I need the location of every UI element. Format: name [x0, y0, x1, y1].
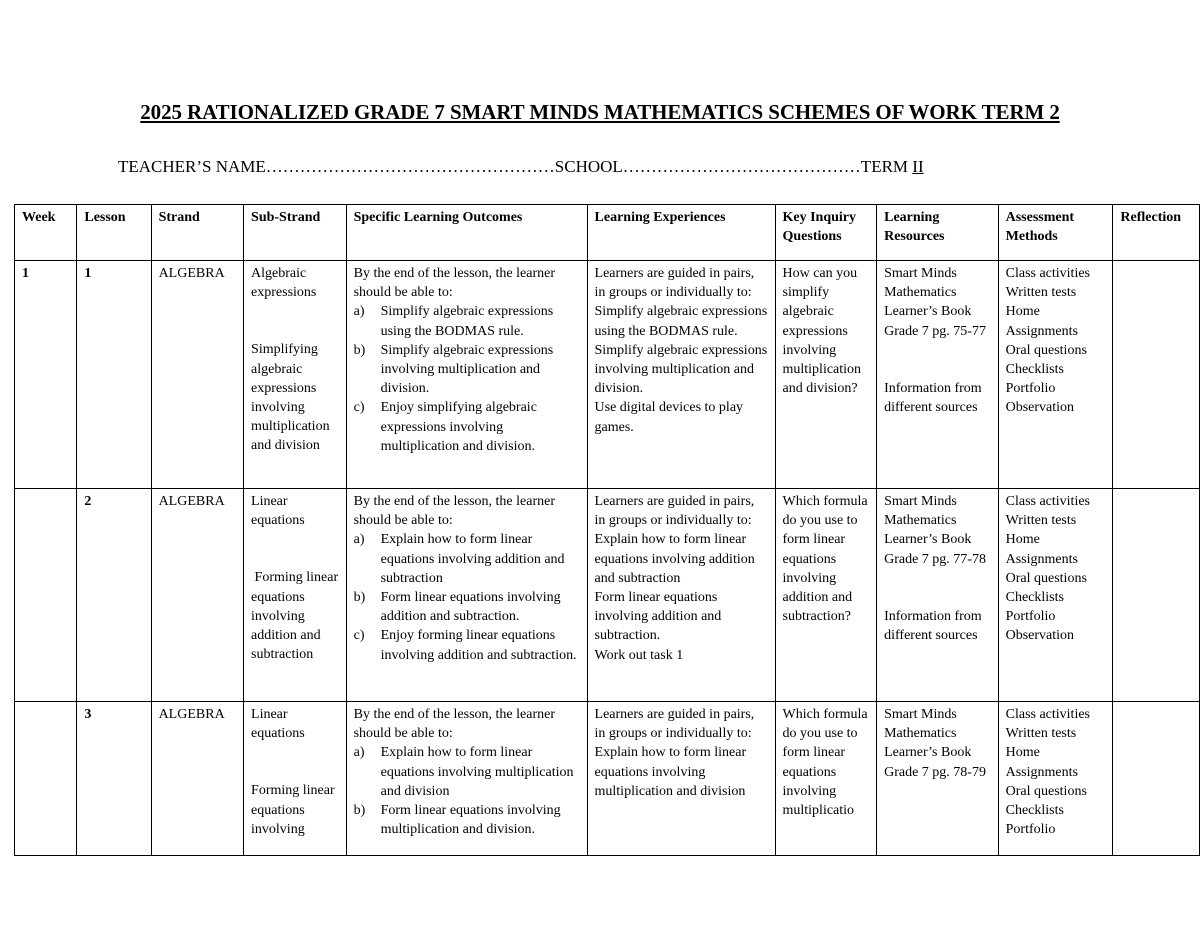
key-question-cell: How can you simplify algebraic expressions involving multiplication and division?: [775, 261, 877, 489]
header-lesson: Lesson: [77, 205, 151, 261]
resource-book: Smart Minds Mathematics Learner’s Book Grade 7 pg. 77-78: [884, 494, 986, 567]
reflection-cell: [1113, 489, 1200, 702]
reflection-cell: [1113, 702, 1200, 856]
table-row: [15, 261, 1200, 489]
sub-strand-topic: Forming linear equations involving addition and subtraction: [251, 570, 342, 663]
header-key-inquiry-questions: Key Inquiry Questions: [775, 205, 877, 261]
header-learning-experiences: Learning Experiences: [587, 205, 775, 261]
table-row: [15, 702, 1200, 856]
resource-book: Smart Minds Mathematics Learner’s Book Grade 7 pg. 75-77: [884, 266, 986, 339]
sub-strand-topic: Simplifying algebraic expressions involving multiplication and division: [251, 342, 330, 454]
sub-strand-cell: [244, 489, 347, 702]
teacher-info-line: [118, 157, 924, 177]
key-question-cell: Which formula do you use to form linear equations involving multiplicatio: [775, 702, 877, 856]
list-item: c) Enjoy forming linear equations involving addition and subtraction.: [353, 628, 577, 663]
resources-cell: [877, 261, 999, 489]
list-item: a) Explain how to form linear equations involving addition and subtraction: [353, 532, 565, 586]
outcomes-list: [354, 743, 581, 839]
document-title: 2025 RATIONALIZED GRADE 7 SMART MINDS MATHEMATICS SCHEMES OF WORK TERM 2: [140, 100, 1060, 124]
teacher-school-term-label: TEACHER’S NAME……………………………………………SCHOOL……………………………………TERM: [118, 157, 913, 176]
assessment-cell: Class activities Written tests Home Assignments Oral questions Checklists Portfolio: [998, 702, 1113, 856]
list-item: a) Explain how to form linear equations involving multiplication and division: [353, 745, 574, 799]
outcomes-list: [354, 302, 581, 456]
header-strand: Strand: [151, 205, 243, 261]
outcomes-cell: [346, 702, 587, 856]
strand-cell: ALGEBRA: [151, 489, 243, 702]
assessment-cell: Class activities Written tests Home Assignments Oral questions Checklists Portfolio Observation: [998, 489, 1113, 702]
resources-cell: [877, 489, 999, 702]
list-item: b) Form linear equations involving addition and subtraction.: [353, 590, 561, 625]
sub-strand-cell: [244, 702, 347, 856]
experiences-cell: Learners are guided in pairs, in groups or individually to: Explain how to form linear equations involving multiplication and division: [587, 702, 775, 856]
key-question-cell: Which formula do you use to form linear equations involving addition and subtraction?: [775, 489, 877, 702]
experiences-cell: Learners are guided in pairs, in groups or individually to: Explain how to form linear equations involving addition and subtraction Form linear equations involving addition and subtraction. Work out task 1: [587, 489, 775, 702]
outcomes-intro: By the end of the lesson, the learner should be able to:: [353, 494, 555, 529]
lesson-cell: 3: [77, 702, 151, 856]
assessment-cell: Class activities Written tests Home Assignments Oral questions Checklists Portfolio Observation: [998, 261, 1113, 489]
week-cell: [15, 702, 77, 856]
schemes-of-work-table: [14, 204, 1200, 856]
experiences-cell: Learners are guided in pairs, in groups or individually to: Simplify algebraic expressions using the BODMAS rule. Simplify algebraic expressions involving multiplication and division. Use digital devices to play games.: [587, 261, 775, 489]
resources-cell: [877, 702, 999, 856]
term-value: II: [912, 157, 924, 176]
reflection-cell: [1113, 261, 1200, 489]
header-week: Week: [15, 205, 77, 261]
outcomes-cell: [346, 489, 587, 702]
sub-strand-cell: [244, 261, 347, 489]
resource-other: Information from different sources: [884, 380, 982, 416]
resource-book: Smart Minds Mathematics Learner’s Book Grade 7 pg. 78-79: [884, 707, 986, 780]
outcomes-intro: By the end of the lesson, the learner should be able to:: [353, 266, 555, 301]
lesson-cell: 1: [77, 261, 151, 489]
list-item: c) Enjoy simplifying algebraic expressions involving multiplication and division.: [353, 400, 537, 454]
header-reflection: Reflection: [1113, 205, 1200, 261]
lesson-cell: 2: [77, 489, 151, 702]
outcomes-intro: By the end of the lesson, the learner should be able to:: [353, 707, 555, 742]
strand-cell: ALGEBRA: [151, 702, 243, 856]
header-learning-resources: Learning Resources: [877, 205, 999, 261]
sub-strand-title: Linear equations: [251, 494, 305, 529]
sub-strand-topic: Forming linear equations involving: [251, 783, 335, 837]
sub-strand-title: Algebraic expressions: [251, 266, 317, 301]
outcomes-list: [354, 530, 581, 664]
list-item: a) Simplify algebraic expressions using the BODMAS rule.: [353, 304, 554, 339]
list-item: b) Simplify algebraic expressions involving multiplication and division.: [353, 342, 554, 397]
strand-cell: ALGEBRA: [151, 261, 243, 489]
table-header-row: [15, 205, 1200, 261]
resource-other: Information from different sources: [884, 608, 982, 644]
header-assessment-methods: Assessment Methods: [998, 205, 1113, 261]
table-row: [15, 489, 1200, 702]
week-cell: 1: [15, 261, 77, 489]
list-item: b) Form linear equations involving multiplication and division.: [353, 803, 561, 838]
header-sub-strand: Sub-Strand: [244, 205, 347, 261]
outcomes-cell: [346, 261, 587, 489]
sub-strand-title: Linear equations: [251, 707, 305, 742]
week-cell: [15, 489, 77, 702]
header-specific-learning-outcomes: Specific Learning Outcomes: [346, 205, 587, 261]
